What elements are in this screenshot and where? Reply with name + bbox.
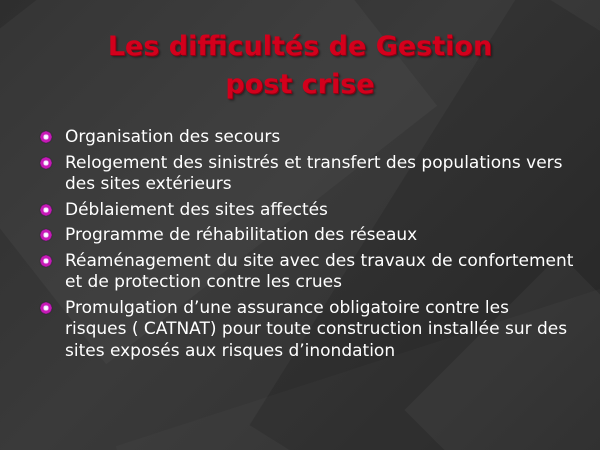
title-line: Les difficultés de Gestion xyxy=(107,31,493,62)
purple-bullet-icon xyxy=(40,204,52,216)
bullet-item xyxy=(40,127,575,149)
bullet-item xyxy=(40,251,575,294)
slide-title xyxy=(55,28,545,104)
purple-bullet-icon xyxy=(40,157,52,169)
purple-bullet-icon xyxy=(40,302,52,314)
bullet-text: Promulgation d’une assurance obligatoire contre les risques ( CATNAT) pour toute construction installée sur des sites exposés aux risques d’inondation xyxy=(65,297,568,361)
bullet-list xyxy=(40,127,575,366)
bullet-text: Réaménagement du site avec des travaux de confortement et de protection contre les crues xyxy=(65,250,574,292)
bullet-text: Programme de réhabilitation des réseaux xyxy=(65,225,418,245)
bullet-text: Déblaiement des sites affectés xyxy=(65,199,328,220)
bullet-text: Relogement des sinistrés et transfert des populations vers des sites extérieurs xyxy=(65,152,563,194)
bullet-item xyxy=(40,298,575,363)
bullet-text: Organisation des secours xyxy=(65,127,281,147)
bullet-item xyxy=(40,200,575,222)
bullet-item xyxy=(40,153,575,196)
purple-bullet-icon xyxy=(40,255,52,267)
title-line: post crise xyxy=(225,69,375,100)
purple-bullet-icon xyxy=(40,131,52,143)
bullet-item xyxy=(40,225,575,247)
purple-bullet-icon xyxy=(40,229,52,241)
